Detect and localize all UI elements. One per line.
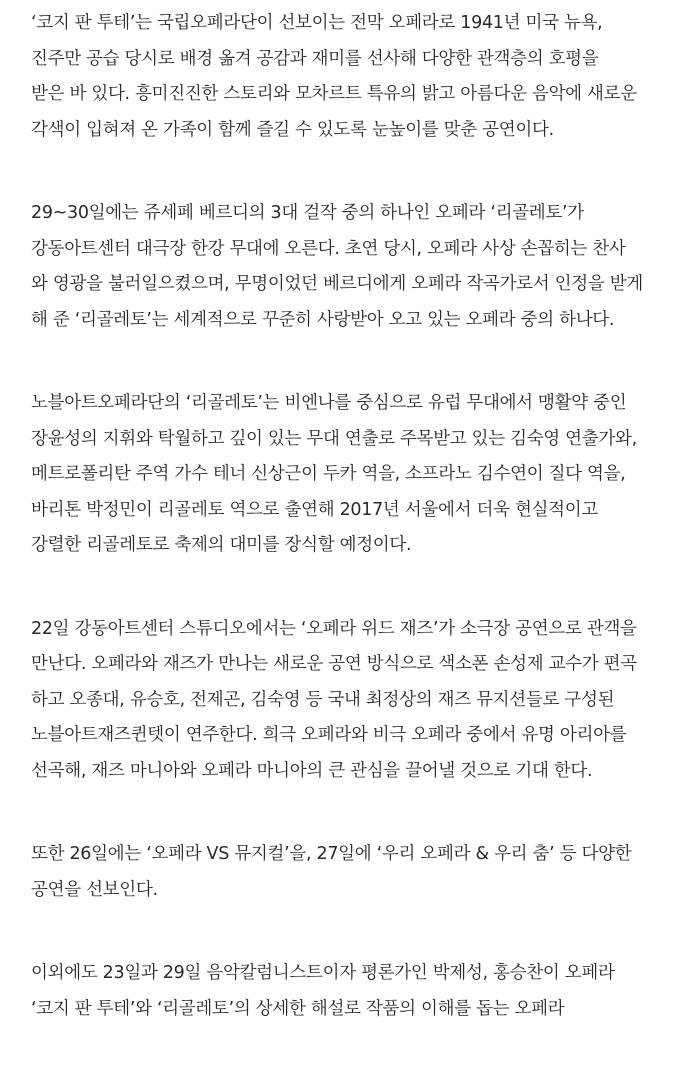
text-line: 또한 26일에는 ‘오페라 VS 뮤지컬’을, 27일에 ‘우리 오페라 & 우리 춤’ 등 다양한 bbox=[31, 844, 632, 864]
paragraph-lectures bbox=[31, 956, 681, 1027]
text-line: 29~30일에는 쥬세페 베르디의 3대 걸작 중의 하나인 오페라 ‘리골레토’가 bbox=[31, 203, 584, 223]
text-line: 메트로폴리탄 주역 가수 테너 신상근이 두카 역을, 소프라노 김수연이 질다 역을, bbox=[31, 464, 626, 484]
article-body bbox=[31, 0, 681, 1075]
text-line: 선곡해, 재즈 마니아와 오페라 마니아의 큰 관심을 끌어낼 것으로 기대 한다. bbox=[31, 760, 593, 781]
text-line: 만난다. 오페라와 재즈가 만나는 새로운 공연 방식으로 색소폰 손성제 교수가 편곡 bbox=[31, 654, 637, 674]
paragraph-cosi-fan-tutte bbox=[31, 6, 681, 148]
text-line: 와 영광을 불러일으켰으며, 무명이었던 베르디에게 오페라 작곡가로서 인정을 받게 bbox=[31, 274, 643, 294]
text-line: 바리톤 박정민이 리골레토 역으로 출연해 2017년 서울에서 더욱 현실적이고 bbox=[31, 499, 598, 520]
text-line: 장윤성의 지휘와 탁월하고 깊이 있는 무대 연출로 주목받고 있는 김숙영 연출가와, bbox=[31, 428, 637, 449]
paragraph-other-performances bbox=[31, 837, 681, 908]
text-line: 노블아트재즈퀸텟이 연주한다. 희극 오페라와 비극 오페라 중에서 유명 아리아를 bbox=[31, 725, 627, 745]
paragraph-rigoletto-cast bbox=[31, 386, 681, 564]
text-line: ‘코지 판 투테’는 국립오페라단이 선보이는 전막 오페라로 1941년 미국 뉴욕, bbox=[31, 13, 603, 33]
text-line: 받은 바 있다. 흥미진진한 스토리와 모차르트 특유의 밝고 아름다운 음악에 새로운 bbox=[31, 84, 637, 104]
paragraph-opera-with-jazz bbox=[31, 612, 681, 790]
text-line: 강동아트센터 대극장 한강 무대에 오른다. 초연 당시, 오페라 사상 손꼽히는 찬사 bbox=[31, 238, 626, 259]
text-line: 이외에도 23일과 29일 음악칼럼니스트이자 평론가인 박제성, 홍승찬이 오페라 bbox=[31, 963, 615, 983]
text-line: 노블아트오페라단의 ‘리골레토’는 비엔나를 중심으로 유럽 무대에서 맹활약 중인 bbox=[31, 393, 627, 413]
paragraph-rigoletto-intro bbox=[31, 196, 681, 338]
text-line: 각색이 입혀져 온 가족이 함께 즐길 수 있도록 눈높이를 맞춘 공연이다. bbox=[31, 119, 554, 140]
text-line: 해 준 ‘리골레토’는 세계적으로 꾸준히 사랑받아 오고 있는 오페라 중의 하나다. bbox=[31, 309, 615, 330]
text-line: 공연을 선보인다. bbox=[31, 879, 158, 900]
text-line: 진주만 공습 당시로 배경 옮겨 공감과 재미를 선사해 다양한 관객층의 호평을 bbox=[31, 48, 599, 69]
text-line: 22일 강동아트센터 스튜디오에서는 ‘오페라 위드 재즈’가 소극장 공연으로 관객을 bbox=[31, 618, 637, 639]
text-line: ‘코지 판 투테’와 ‘리골레토’의 상세한 해설로 작품의 이해를 돕는 오페라 bbox=[31, 998, 565, 1019]
text-line: 하고 오종대, 유승호, 전제곤, 김숙영 등 국내 최정상의 재즈 뮤지션들로 구성된 bbox=[31, 689, 615, 710]
text-line: 강렬한 리골레토로 축제의 대미를 장식할 예정이다. bbox=[31, 535, 412, 555]
